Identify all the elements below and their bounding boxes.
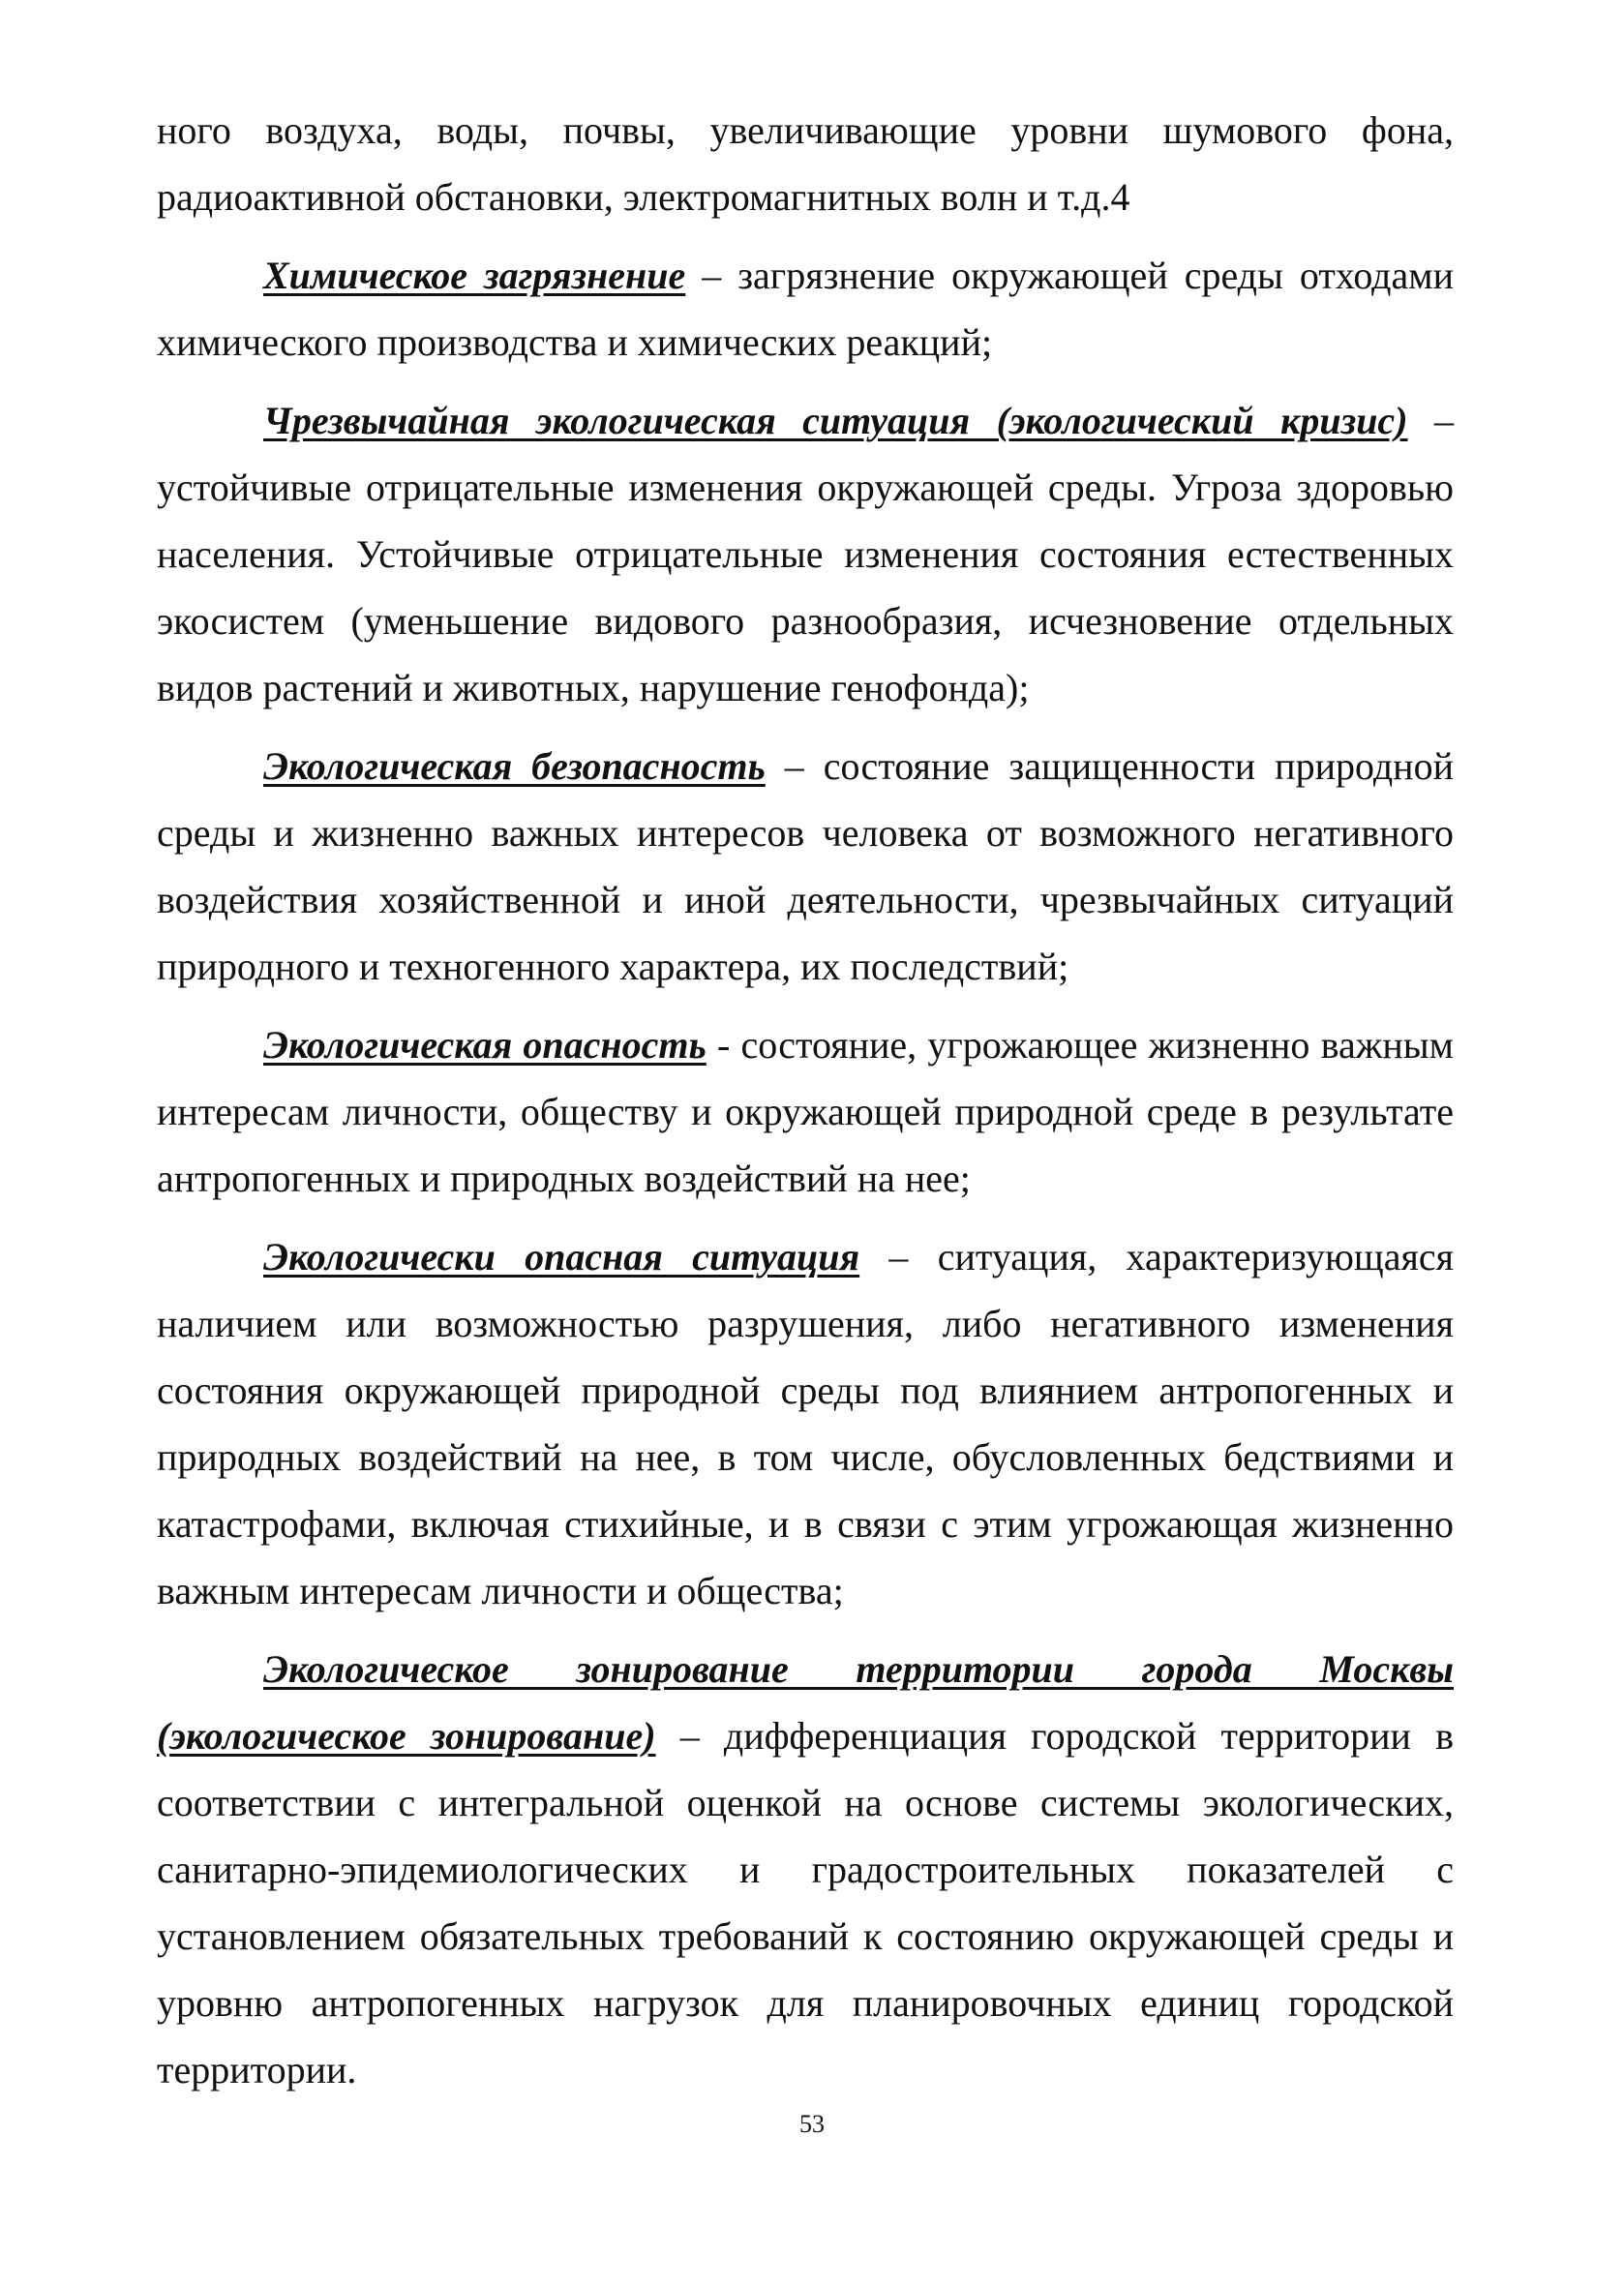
definition-ecological-danger: [157, 1011, 1454, 1212]
body-text: [157, 97, 1454, 2103]
definition-ecological-safety: [157, 733, 1454, 1000]
definition-text: - состояние, угрожающее жизненно важным интересам личности, обществу и окружающей природной среде в результате антропогенных и природных воздействий на нее;: [157, 1023, 1454, 1200]
definition-ecologically-dangerous-situation: [157, 1223, 1454, 1624]
term-ecological-safety: Экологическая безопасность: [263, 744, 766, 788]
definition-chemical-pollution: [157, 242, 1454, 376]
definition-text: – устойчивые отрицательные изменения окружающей среды. Угроза здоровью населения. Устойчивые отрицательные изменения состояния естественных экосистем (уменьшение видового разнообразия, исчезновение отдельных видов растений и животных, нарушение генофонда);: [157, 399, 1455, 709]
definition-text: – ситуация, характеризующаяся наличием или возможностью разрушения, либо негативного изменения состояния окружающей природной среды под влиянием антропогенных и природных воздействий на нее, в том числе, обусловленных бедствиями и катастрофами, включая стихийные, и в связи с этим угрожающая жизненно важным интересам личности и общества;: [157, 1235, 1454, 1612]
term-ecological-zoning: Экологическое зонирование территории города Москвы (экологическое зонирование): [157, 1647, 1454, 1758]
definition-text: – загрязнение окружающей среды отходами химического производства и химических реакций;: [157, 254, 1454, 364]
definition-text: – состояние защищенности природной среды и жизненно важных интересов человека от возможного негативного воздействия хозяйственной и иной деятельности, чрезвычайных ситуаций природного и техногенного характера, их последствий;: [157, 744, 1454, 988]
definition-text: – дифференциация городской территории в соответствии с интегральной оценкой на основе системы экологических, санитарно-эпидемиологических и градостроительных показателей с установлением обязательных требований к состоянию окружающей среды и уровню антропогенных нагрузок для планировочных единиц городской территории.: [157, 1714, 1454, 2091]
term-ecologically-dangerous-situation: Экологически опасная ситуация: [263, 1235, 860, 1279]
intro-paragraph: [157, 97, 1454, 230]
term-emergency-ecological-situation: Чрезвычайная экологическая ситуация (экологический кризис): [263, 399, 1408, 442]
definition-ecological-zoning: [157, 1636, 1454, 2103]
page-number: 53: [799, 2110, 825, 2138]
term-ecological-danger: Экологическая опасность: [263, 1023, 707, 1067]
term-chemical-pollution: Химическое загрязнение: [263, 254, 686, 297]
definition-emergency-ecological-situation: [157, 387, 1454, 721]
intro-text: ного воздуха, воды, почвы, увеличивающие уровни шумового фона, радиоактивной обстановки, электромагнитных волн и т.д.4: [157, 108, 1454, 219]
